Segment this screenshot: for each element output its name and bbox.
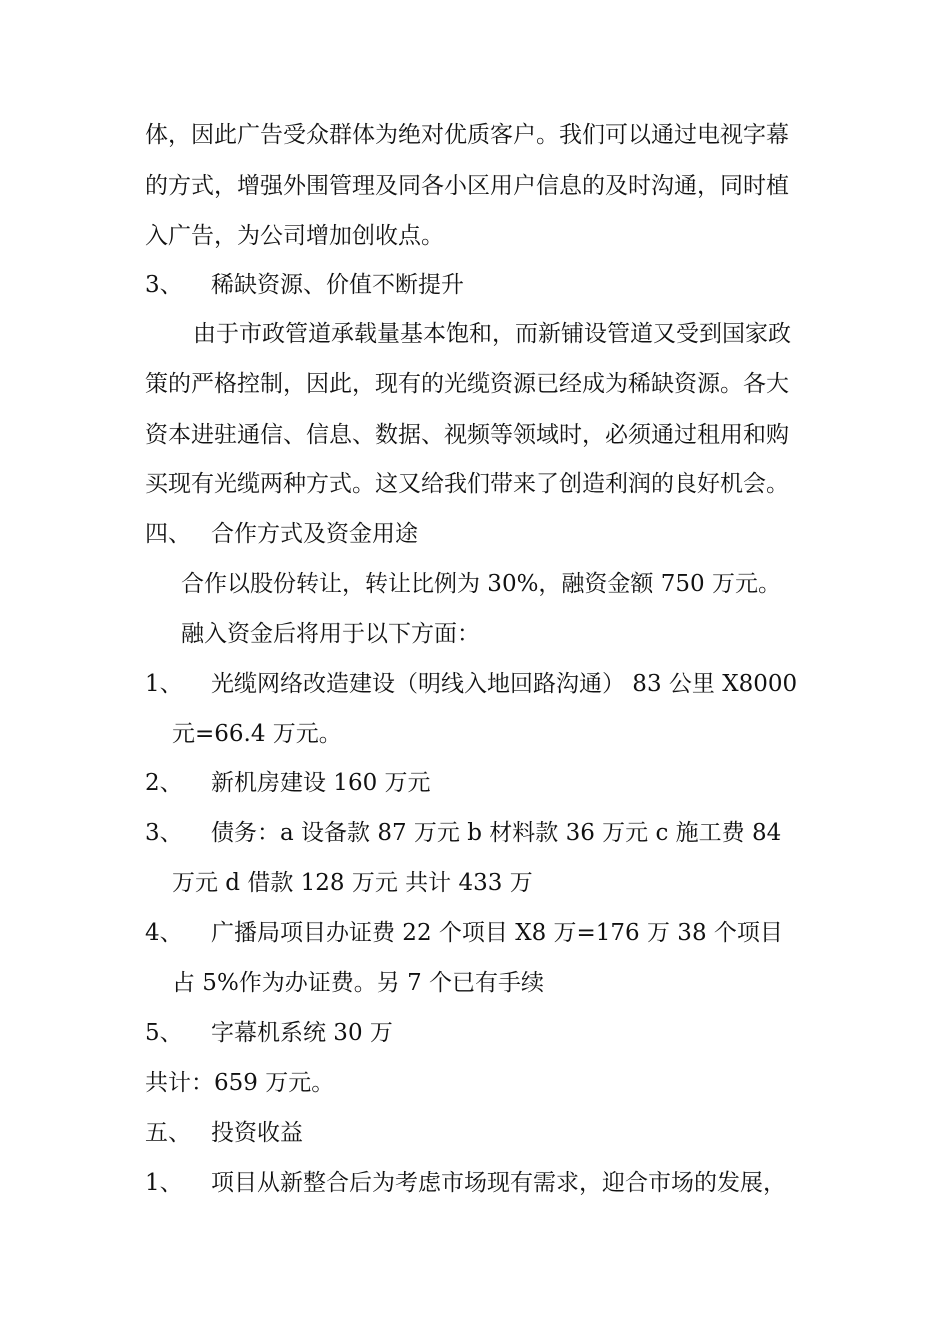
list-text: 广播局项目办证费 22 个项目 X8 万=176 万 38 个项目	[211, 920, 783, 946]
list-number: 3、	[145, 272, 183, 298]
paragraph-line	[145, 221, 810, 251]
paragraph-line	[181, 619, 846, 649]
line-text: 融入资金后将用于以下方面：	[181, 621, 480, 647]
list-number: 2、	[145, 770, 183, 796]
list-item-1	[145, 669, 810, 699]
paragraph-line	[145, 120, 810, 150]
paragraph-line	[145, 369, 810, 399]
list-text: 新机房建设 160 万元	[211, 770, 431, 796]
section-heading-3	[145, 270, 810, 300]
paragraph-line	[145, 469, 810, 499]
list-item-2	[145, 768, 810, 798]
list-item-continuation	[172, 868, 837, 898]
line-text: 策的严格控制，因此，现有的光缆资源已经成为稀缺资源。各大	[145, 371, 789, 397]
section-heading-5	[145, 1118, 810, 1148]
list-number: 1、	[145, 1170, 183, 1196]
line-text: 占 5%作为办证费。另 7 个已有手续	[172, 970, 545, 996]
line-text: 的方式，增强外围管理及同各小区用户信息的及时沟通，同时植	[145, 173, 789, 199]
list-text: 项目从新整合后为考虑市场现有需求，迎合市场的发展，	[211, 1170, 786, 1196]
line-text: 元=66.4 万元。	[172, 721, 342, 747]
line-text: 买现有光缆两种方式。这又给我们带来了创造利润的良好机会。	[145, 471, 789, 497]
paragraph-line	[181, 569, 846, 599]
line-text: 体，因此广告受众群体为绝对优质客户。我们可以通过电视字幕	[145, 122, 789, 148]
heading-text: 稀缺资源、价值不断提升	[211, 272, 464, 298]
list-item-continuation	[172, 968, 837, 998]
line-text: 由于市政管道承载量基本饱和，而新铺设管道又受到国家政	[193, 321, 791, 347]
section-number: 四、	[145, 521, 191, 547]
paragraph-line	[145, 420, 810, 450]
paragraph-line	[145, 171, 810, 201]
paragraph-line	[193, 319, 858, 349]
line-text: 资本进驻通信、信息、数据、视频等领域时，必须通过租用和购	[145, 422, 789, 448]
line-text: 合作以股份转让，转让比例为 30%，融资金额 750 万元。	[181, 571, 781, 597]
list-item-3	[145, 818, 810, 848]
list-text: 字幕机系统 30 万	[211, 1020, 393, 1046]
list-text: 光缆网络改造建设（明线入地回路沟通） 83 公里 X8000	[211, 671, 798, 697]
list-number: 5、	[145, 1020, 183, 1046]
heading-text: 合作方式及资金用途	[211, 521, 418, 547]
line-text: 万元 d 借款 128 万元 共计 433 万	[172, 870, 533, 896]
list-text: 债务：a 设备款 87 万元 b 材料款 36 万元 c 施工费 84	[211, 820, 782, 846]
list-item-1	[145, 1168, 810, 1198]
list-item-4	[145, 918, 810, 948]
line-text: 共计：659 万元。	[145, 1070, 335, 1096]
list-number: 3、	[145, 820, 183, 846]
section-heading-4	[145, 519, 810, 549]
heading-text: 投资收益	[211, 1120, 303, 1146]
total-line	[145, 1068, 810, 1098]
list-item-5	[145, 1018, 810, 1048]
line-text: 入广告，为公司增加创收点。	[145, 223, 444, 249]
list-number: 1、	[145, 671, 183, 697]
list-number: 4、	[145, 920, 183, 946]
section-number: 五、	[145, 1120, 191, 1146]
list-item-continuation	[172, 719, 837, 749]
